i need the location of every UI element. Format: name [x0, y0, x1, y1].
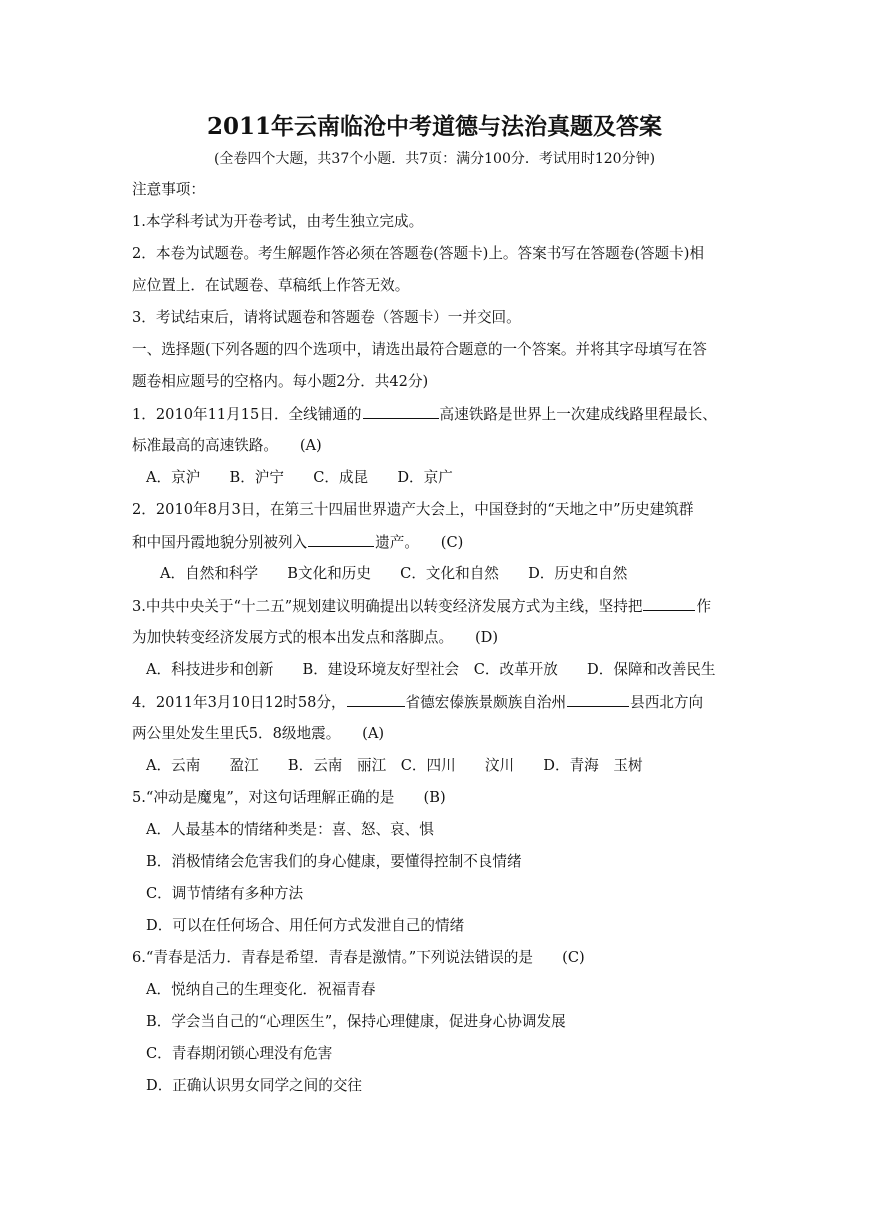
answer-blank	[308, 532, 374, 547]
question-5-option-b: B．消极情绪会危害我们的身心健康，要懂得控制不良情绪	[146, 853, 522, 870]
question-1-options: A．京沪 B．沪宁 C．成昆 D．京广	[146, 469, 453, 486]
answer-blank	[363, 404, 439, 419]
question-5-option-c: C．调节情绪有多种方法	[146, 885, 304, 902]
question-6-option-a: A．悦纳自己的生理变化．祝福青春	[146, 981, 376, 998]
notice-item-2b: 应位置上．在试题卷、草稿纸上作答无效。	[132, 277, 410, 294]
question-2-text-a: 和中国丹霞地貌分别被列入	[132, 534, 308, 551]
section-intro-a: 一、选择题(下列各题的四个选项中，请选出最符合题意的一个答案。并将其字母填写在答	[132, 341, 707, 358]
question-2-text-b: 遗产。 (C)	[375, 534, 464, 551]
question-5-option-d: D．可以在任何场合、用任何方式发泄自己的情绪	[146, 917, 465, 934]
question-4-options: A．云南 盈江 B．云南 丽江 C．四川 汶川 D．青海 玉树	[146, 757, 643, 774]
question-5-option-a: A．人最基本的情绪种类是：喜、怒、哀、惧	[146, 821, 434, 838]
page-subtitle: (全卷四个大题，共37个小题．共7页：满分100分．考试用时120分钟)	[213, 151, 656, 167]
section-intro-b: 题卷相应题号的空格内。每小题2分．共42分)	[132, 373, 429, 390]
question-6-option-b: B．学会当自己的“心理医生”，保持心理健康，促进身心协调发展	[146, 1013, 566, 1030]
notice-item-1: 1.本学科考试为开卷考试，由考生独立完成。	[132, 213, 424, 230]
question-4-line-a	[132, 692, 703, 713]
answer-blank	[567, 692, 629, 707]
question-3-text-a: 3.中共中央关于“十二五”规划建议明确提出以转变经济发展方式为主线，坚持把	[132, 598, 643, 615]
notice-item-3: 3．考试结束后，请将试题卷和答题卷（答题卡）一并交回。	[132, 309, 521, 326]
page-title: 2011年云南临沧中考道德与法治真题及答案	[206, 113, 662, 140]
question-3-options: A．科技进步和创新 B．建设环境友好型社会 C．改革开放 D．保障和改善民生	[146, 661, 716, 678]
question-1-line-a	[132, 404, 717, 425]
question-3-line-a	[132, 596, 711, 617]
question-4-text-c: 县西北方向	[630, 694, 704, 711]
answer-blank	[347, 692, 405, 707]
question-6-stem: 6.“青春是活力．青春是希望．青春是激情。”下列说法错误的是 (C)	[132, 949, 585, 966]
question-2-line-a: 2．2010年8月3日，在第三十四届世界遗产大会上，中国登封的“天地之中”历史建筑群	[132, 501, 694, 518]
question-1-text-b: 高速铁路是世界上一次建成线路里程最长、	[439, 406, 717, 423]
question-2-options: A．自然和科学 B文化和历史 C．文化和自然 D．历史和自然	[160, 565, 628, 582]
question-1-text-a: 1．2010年11月15日．全线铺通的	[132, 406, 362, 423]
question-3-line-b: 为加快转变经济发展方式的根本出发点和落脚点。 (D)	[132, 629, 499, 646]
notice-item-2a: 2．本卷为试题卷。考生解题作答必须在答题卷(答题卡)上。答案书写在答题卷(答题卡)相	[132, 245, 705, 262]
answer-blank	[643, 596, 695, 611]
question-4-text-b: 省德宏傣族景颇族自治州	[405, 694, 567, 711]
question-4-line-b: 两公里处发生里氏5．8级地震。 (A)	[132, 725, 385, 742]
question-3-text-b: 作	[696, 598, 712, 615]
question-5-stem: 5.“冲动是魔鬼”，对这句话理解正确的是 (B)	[132, 789, 446, 806]
question-6-option-c: C．青春期闭锁心理没有危害	[146, 1045, 333, 1062]
question-4-text-a: 4．2011年3月10日12时58分，	[132, 694, 346, 711]
question-2-line-b	[132, 532, 463, 553]
question-1-line-b: 标准最高的高速铁路。 (A)	[132, 437, 322, 454]
question-6-option-d: D．正确认识男女同学之间的交往	[146, 1077, 363, 1094]
notice-heading: 注意事项：	[132, 181, 205, 198]
